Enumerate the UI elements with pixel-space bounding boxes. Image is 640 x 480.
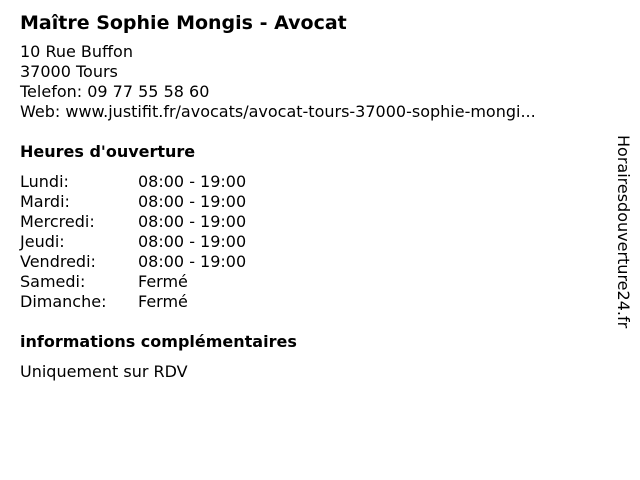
hours-heading: Heures d'ouverture xyxy=(20,142,196,161)
day-hours: 08:00 - 19:00 xyxy=(138,232,247,251)
day-hours: Fermé xyxy=(138,272,188,291)
hours-row-thursday xyxy=(20,232,600,252)
day-label: Mardi: xyxy=(20,192,70,211)
address-block xyxy=(20,42,600,122)
hours-row-sunday xyxy=(20,292,600,312)
day-hours: 08:00 - 19:00 xyxy=(138,252,247,271)
site-watermark: Horairesdouverture24.fr xyxy=(614,135,633,329)
day-hours: 08:00 - 19:00 xyxy=(138,212,247,231)
day-label: Jeudi: xyxy=(20,232,65,251)
website-link[interactable]: Web: www.justifit.fr/avocats/avocat-tours-37000-sophie-mongi... xyxy=(20,102,536,121)
hours-row-tuesday xyxy=(20,192,600,212)
day-label: Lundi: xyxy=(20,172,69,191)
day-hours: 08:00 - 19:00 xyxy=(138,172,247,191)
phone-number: Telefon: 09 77 55 58 60 xyxy=(20,82,210,101)
hours-row-monday xyxy=(20,172,600,192)
day-label: Mercredi: xyxy=(20,212,95,231)
day-label: Dimanche: xyxy=(20,292,107,311)
listing-card xyxy=(20,10,600,382)
page-title: Maître Sophie Mongis - Avocat xyxy=(20,12,347,34)
hours-row-wednesday xyxy=(20,212,600,232)
city-address: 37000 Tours xyxy=(20,62,118,81)
hours-row-friday xyxy=(20,252,600,272)
day-hours: 08:00 - 19:00 xyxy=(138,192,247,211)
hours-row-saturday xyxy=(20,272,600,292)
day-label: Vendredi: xyxy=(20,252,96,271)
day-label: Samedi: xyxy=(20,272,86,291)
day-hours: Fermé xyxy=(138,292,188,311)
info-heading: informations complémentaires xyxy=(20,332,297,351)
street-address: 10 Rue Buffon xyxy=(20,42,133,61)
hours-table xyxy=(20,172,600,312)
info-text: Uniquement sur RDV xyxy=(20,362,188,381)
